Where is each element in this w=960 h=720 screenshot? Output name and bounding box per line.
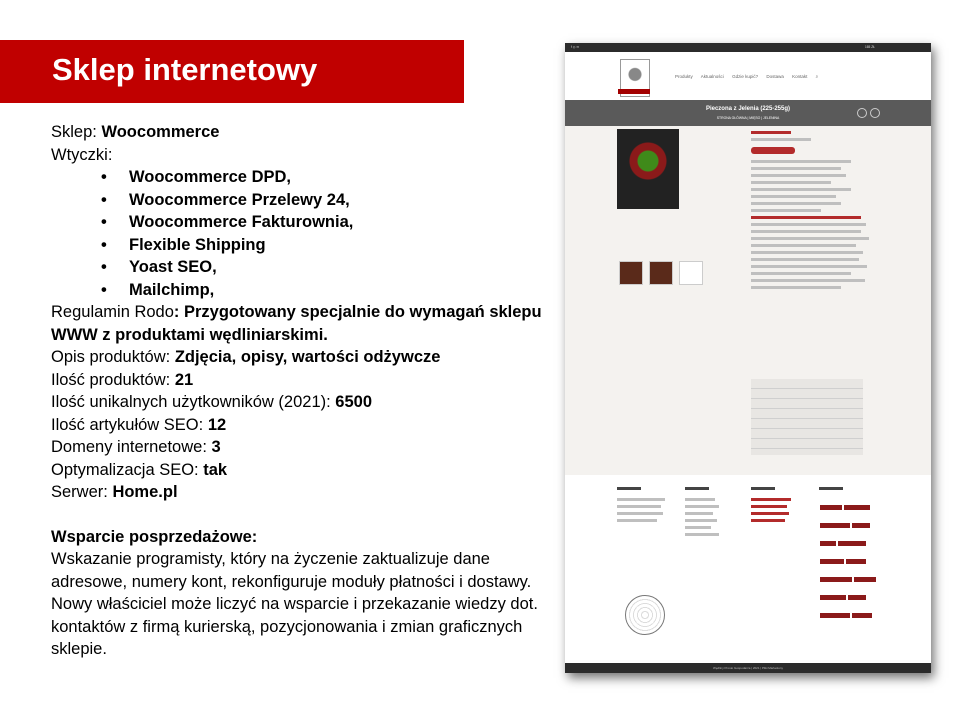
- next-arrow-icon: [870, 108, 880, 118]
- desc-label: Opis produktów:: [51, 348, 175, 366]
- plugin-item: • Flexible Shipping: [51, 234, 551, 257]
- prev-arrow-icon: [857, 108, 867, 118]
- slide-title: Sklep internetowy: [52, 52, 318, 87]
- domains-line: [51, 436, 551, 459]
- shop-line: [51, 121, 551, 144]
- plugin-item: • Mailchimp,: [51, 279, 551, 302]
- plugin-item: • Woocommerce Przelewy 24,: [51, 189, 551, 212]
- users-value: 6500: [335, 393, 373, 411]
- count-label: Ilość produktów:: [51, 370, 175, 389]
- domains-value: 3: [211, 438, 221, 456]
- menu-item: Aktualności: [700, 74, 724, 79]
- footer-about: [617, 487, 667, 526]
- slide-title-bar: [0, 40, 464, 103]
- screenshot-menu: [675, 74, 825, 79]
- shop-logo: [620, 59, 650, 97]
- count-value: 21: [174, 370, 194, 389]
- product-breadcrumb: STRONA GŁÓWNA | MIĘSO | JELENINA: [716, 116, 780, 120]
- menu-item: Produkty: [675, 74, 693, 79]
- seo-opt-line: [51, 459, 551, 482]
- product-thumb: [679, 261, 703, 285]
- seo-articles-label: Ilość artykułów SEO:: [51, 415, 208, 434]
- support-text-2: Nowy właściciel może liczyć na wsparcie i przekazanie wiedzy dot. kontaktów z firmą kurierską, pozycjonowania i zmian graficznych sklepie.: [51, 595, 538, 658]
- footer-news: [751, 487, 801, 526]
- search-icon: ⌕: [815, 74, 819, 79]
- footer-info: [685, 487, 735, 540]
- nutrition-table: [751, 379, 863, 455]
- rodo-value: : Przygotowany specjalnie do wymagań sklepu WWW z produktami wędliniarskimi.: [51, 303, 542, 344]
- support-heading: [51, 526, 551, 549]
- spacer: [51, 504, 551, 526]
- product-thumb: [649, 261, 673, 285]
- shop-label: Sklep:: [51, 123, 102, 141]
- count-line: [51, 369, 551, 392]
- desc-value: Zdjęcia, opisy, wartości odżywcze: [174, 348, 441, 366]
- users-line: [51, 391, 551, 414]
- screenshot-hero: [565, 100, 931, 126]
- menu-item: Dostawa: [766, 74, 784, 79]
- domains-label: Domeny internetowe:: [51, 438, 212, 456]
- plugin-item: • Yoast SEO,: [51, 256, 551, 279]
- product-image: [617, 129, 679, 209]
- server-value: Home.pl: [112, 483, 178, 501]
- server-line: [51, 481, 551, 504]
- desc-line: [51, 346, 551, 369]
- shop-value: Woocommerce: [101, 123, 220, 141]
- seo-opt-value: tak: [203, 460, 228, 479]
- support-text-1: Wskazanie programisty, który na życzenie zaktualizuje dane adresowe, numery kont, rekonfiguruje moduły płatności i dostawy.: [51, 550, 532, 591]
- slide-content: [51, 121, 551, 661]
- seo-articles-value: 12: [207, 415, 227, 434]
- plugins-label: Wtyczki:: [51, 145, 113, 164]
- screenshot-nav: [565, 52, 931, 100]
- seal-logo: [625, 595, 665, 635]
- rodo-line: [51, 301, 551, 346]
- screenshot-copyright: Wędliny Prosto Gospodarza | 2021 | Pliki Marketiony: [565, 663, 931, 673]
- plugin-item: • Woocommerce DPD,: [51, 166, 551, 189]
- seo-opt-label: Optymalizacja SEO:: [51, 460, 204, 479]
- product-thumb: [619, 261, 643, 285]
- menu-item: Kontakt: [792, 74, 808, 79]
- social-icons: f ◎ ✉: [571, 45, 580, 49]
- plugins-list: [51, 166, 551, 301]
- screenshot-footer: [565, 475, 931, 663]
- seo-articles-line: [51, 414, 551, 437]
- server-label: Serwer:: [51, 483, 113, 501]
- plugin-item: • Woocommerce Fakturownia,: [51, 211, 551, 234]
- add-to-cart-button: [751, 147, 795, 154]
- users-label: Ilość unikalnych użytkowników (2021):: [51, 393, 336, 411]
- rodo-label: Regulamin Rodo: [51, 303, 174, 321]
- screenshot-topbar: [565, 43, 931, 52]
- support-heading-text: Wsparcie posprzedażowe:: [51, 527, 258, 546]
- cart-total: 165 ZŁ: [865, 45, 875, 49]
- menu-item: Gdzie kupić?: [732, 74, 759, 79]
- product-details: [751, 131, 871, 293]
- product-title: Pieczona z Jelenia (225-255g): [705, 106, 791, 112]
- footer-tags: [819, 487, 879, 624]
- shop-screenshot: [565, 43, 931, 673]
